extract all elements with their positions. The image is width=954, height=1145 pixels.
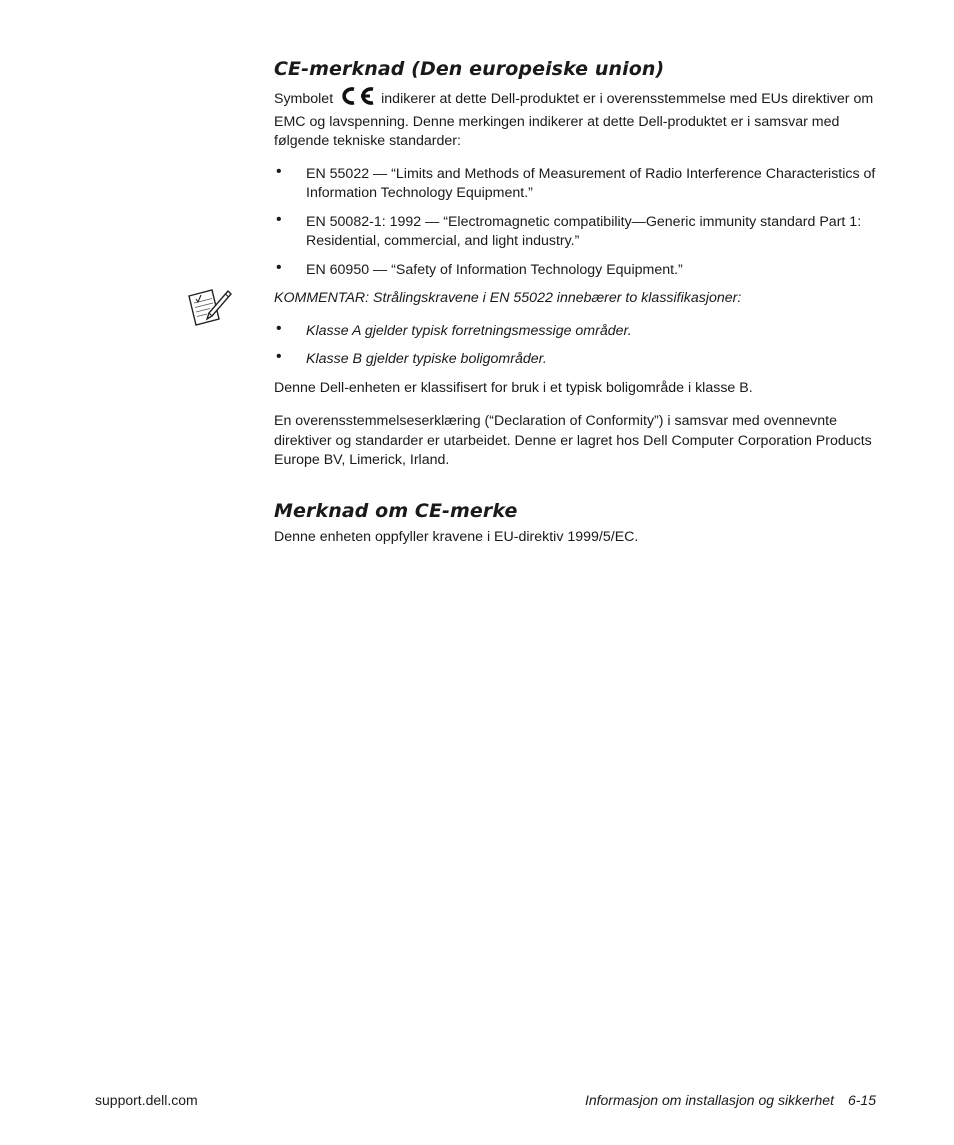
- ce-intro-paragraph: [274, 86, 884, 152]
- ce-mark-icon: [337, 86, 375, 113]
- bullet-icon: •: [276, 258, 282, 276]
- classes-list: [274, 319, 884, 370]
- bullet-icon: •: [276, 210, 282, 228]
- ce-intro-before: Symbolet: [274, 91, 334, 107]
- list-item: • EN 50082-1: 1992 — “Electromagnetic compatibility—Generic immunity standard Part 1: Residential, commercial, and light industry.”: [276, 210, 862, 249]
- footer-chapter-title: Informasjon om installasjon og sikkerhet: [584, 1092, 834, 1108]
- footer-chapter: [585, 1090, 876, 1110]
- classification-paragraph: Denne Dell-enheten er klassifisert for bruk i et typisk boligområde i klasse B.: [274, 379, 753, 396]
- standards-list: [274, 162, 884, 281]
- page-number: 6-15: [847, 1092, 876, 1108]
- ce-intro-after: indikerer at dette Dell-produktet er i overensstemmelse med EUs direktiver om EMC og lavspenning. Denne merkingen indikerer at dette Dell-produktet er i samsvar med følgende tekniske standarder:: [274, 91, 874, 149]
- note-text: KOMMENTAR: Strålingskravene i EN 55022 innebærer to klassifikasjoner:: [274, 290, 742, 306]
- note-pencil-icon: [186, 286, 232, 333]
- bullet-icon: •: [276, 319, 282, 337]
- list-item: • Klasse B gjelder typiske boligområder.: [276, 348, 547, 367]
- section-title-ce-mark: Merknad om CE-merke: [274, 499, 518, 522]
- bullet-icon: •: [276, 162, 282, 180]
- footer-url: support.dell.com: [95, 1092, 198, 1108]
- list-item: • Klasse A gjelder typisk forretningsmessige områder.: [276, 319, 632, 339]
- section-title-ce-notice: CE-merknad (Den europeiske union): [274, 58, 665, 80]
- declaration-paragraph: En overensstemmelseserklæring (“Declaration of Conformity”) i samsvar med ovennevnte direktiver og standarder er utarbeidet. Denne er lagret hos Dell Computer Corporation Products Europe BV, Limerick, Irland.: [274, 413, 872, 468]
- ce-mark-paragraph: Denne enheten oppfyller kravene i EU-direktiv 1999/5/EC.: [274, 528, 639, 545]
- list-item: • EN 60950 — “Safety of Information Technology Equipment.”: [276, 258, 683, 278]
- bullet-icon: •: [276, 348, 282, 365]
- page-content: [274, 56, 884, 547]
- list-item: • EN 55022 — “Limits and Methods of Measurement of Radio Interference Characteristics of Information Technology Equipment.”: [276, 162, 876, 201]
